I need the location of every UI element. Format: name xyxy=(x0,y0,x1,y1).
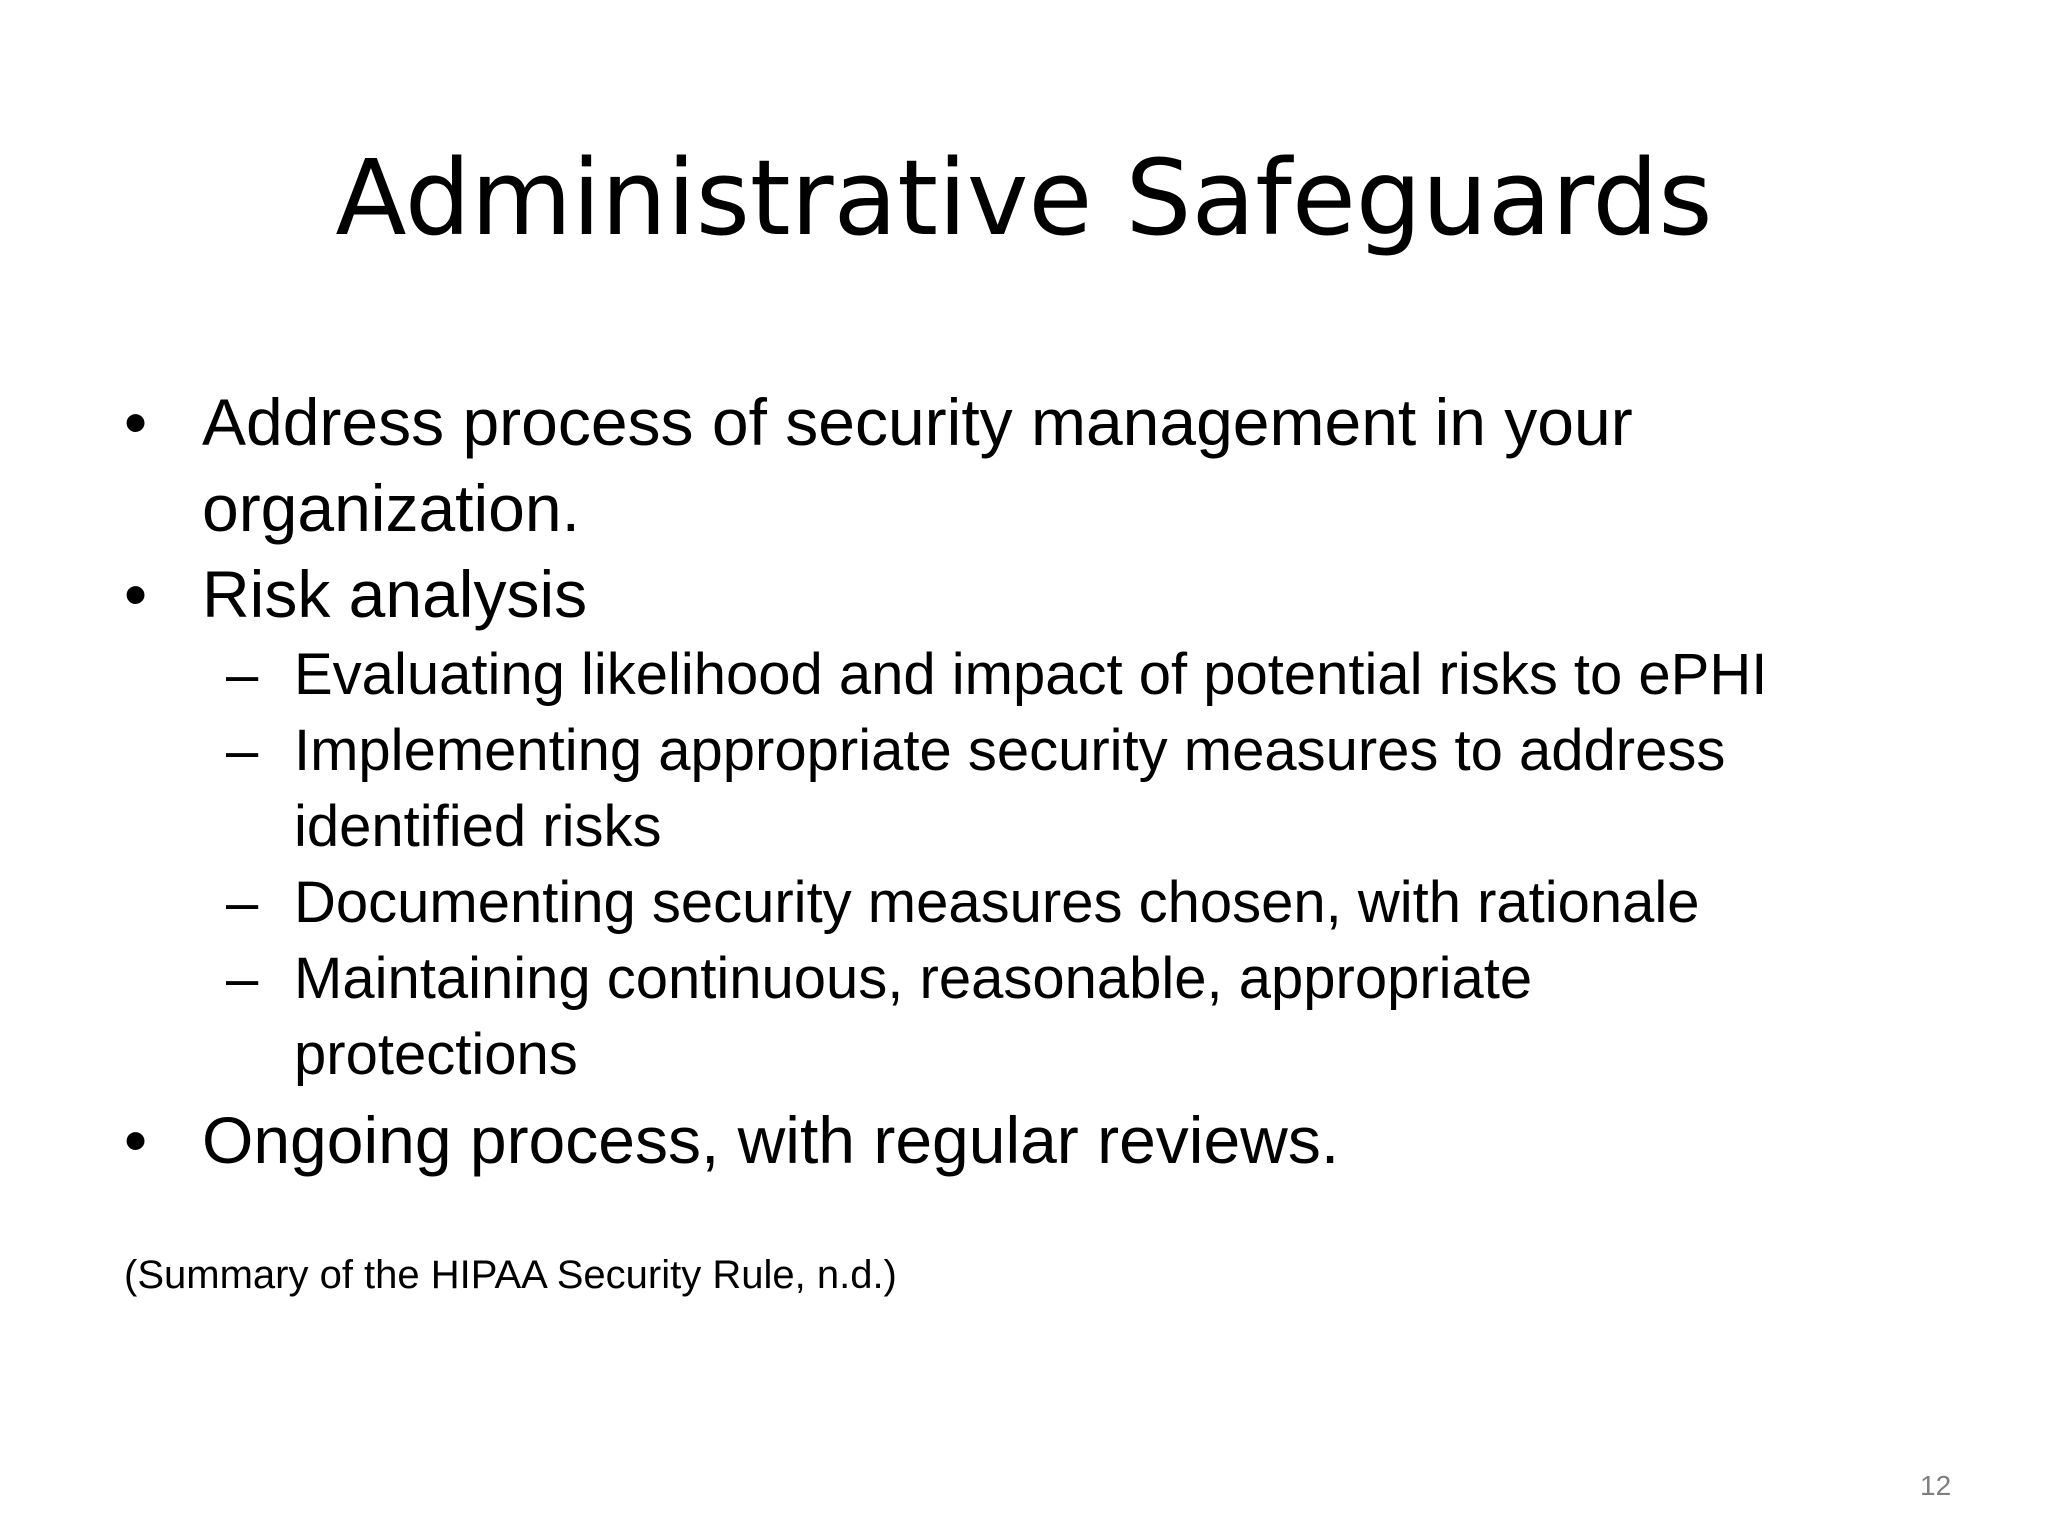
sub-bullet-marker: – xyxy=(226,870,259,935)
sub-bullet-marker: – xyxy=(226,946,259,1011)
sub-bullet-text-line: protections xyxy=(294,1022,578,1087)
bullet-marker: • xyxy=(124,1103,148,1177)
sub-bullet-marker: – xyxy=(226,642,259,707)
bullet-text-line: organization. xyxy=(202,471,580,545)
sub-bullet-text-line: Implementing appropriate security measures to address xyxy=(294,718,1726,783)
citation: (Summary of the HIPAA Security Rule, n.d.) xyxy=(124,1253,897,1297)
sub-bullet-text-line: Maintaining continuous, reasonable, appropriate xyxy=(294,946,1533,1011)
bullet-text-line: Risk analysis xyxy=(202,557,588,631)
slide-title: Administrative Safeguards xyxy=(335,137,1713,259)
sub-bullet-text-line: identified risks xyxy=(294,794,662,859)
bullet-text-line: Address process of security management in your xyxy=(202,385,1633,459)
page-number: 12 xyxy=(1920,1470,1952,1501)
sub-bullet-marker: – xyxy=(226,718,259,783)
sub-bullet-text-line: Evaluating likelihood and impact of potential risks to ePHI xyxy=(294,642,1768,707)
bullet-marker: • xyxy=(124,557,148,631)
bullet-marker: • xyxy=(124,385,148,459)
bullet-text-line: Ongoing process, with regular reviews. xyxy=(202,1103,1340,1177)
sub-bullet-text-line: Documenting security measures chosen, with rationale xyxy=(294,870,1700,935)
